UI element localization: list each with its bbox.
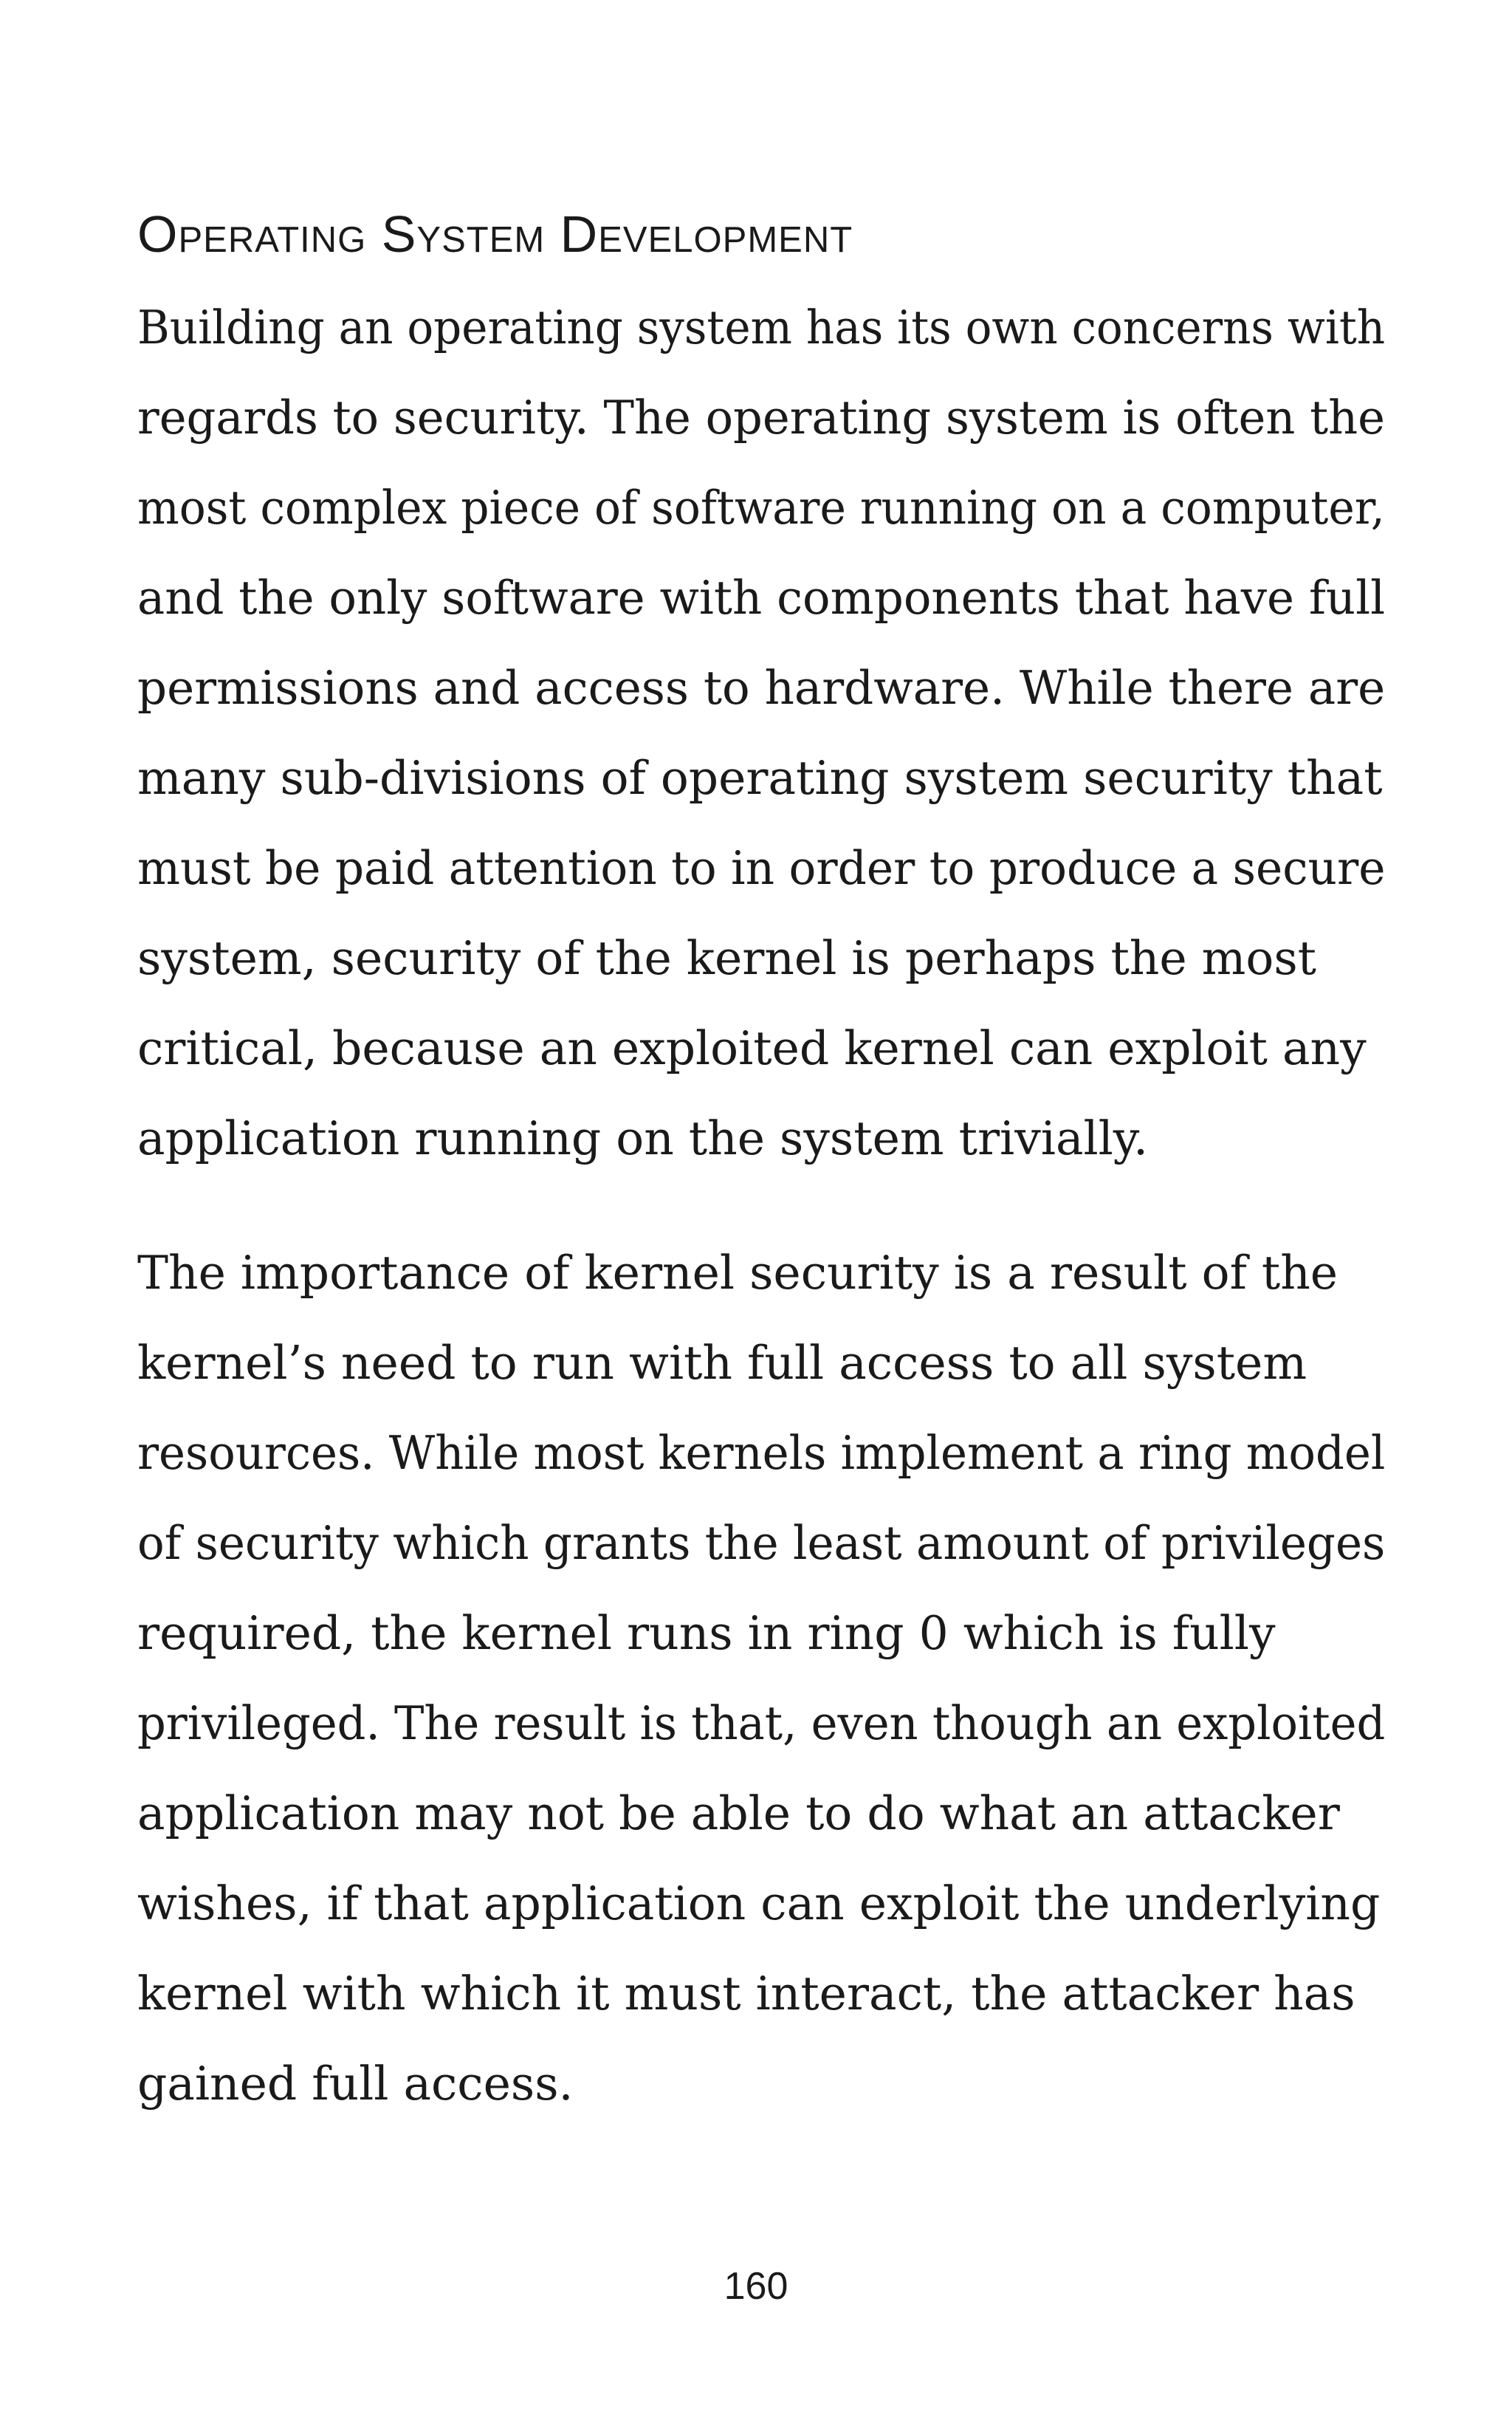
text-line: resources. While most kernels implement a ring model	[137, 1426, 1386, 1480]
text-line: application may not be able to do what an attacker	[137, 1786, 1340, 1840]
text-line: wishes, if that application can exploit the underlying	[137, 1876, 1381, 1930]
text-line: permissions and access to hardware. While there are	[137, 661, 1386, 715]
text-line: gained full access.	[137, 2057, 574, 2111]
text-line: privileged. The result is that, even though an exploited	[137, 1696, 1386, 1750]
page-number: 160	[724, 2265, 788, 2308]
text-line: required, the kernel runs in ring 0 which is fully	[137, 1606, 1276, 1660]
text-line: many sub-divisions of operating system security that	[137, 751, 1383, 805]
text-line: regards to security. The operating system is often the	[137, 391, 1385, 445]
text-line: must be paid attention to in order to produce a secure	[137, 841, 1386, 895]
text-line: Building an operating system has its own concerns with	[137, 301, 1386, 354]
text-line: and the only software with components that have full	[137, 571, 1386, 625]
text-line: application running on the system trivially.	[137, 1111, 1149, 1165]
text-line: kernel with which it must interact, the attacker has	[137, 1967, 1355, 2020]
text-line: of security which grants the least amount of privileges	[137, 1516, 1386, 1570]
text-line: most complex piece of software running on a computer,	[137, 481, 1385, 535]
text-line: The importance of kernel security is a result of the	[137, 1246, 1339, 1300]
section-heading: Operating System Development	[137, 205, 853, 263]
text-line: system, security of the kernel is perhaps the most	[137, 931, 1316, 985]
text-line: kernel’s need to run with full access to all system	[137, 1336, 1307, 1390]
text-line: critical, because an exploited kernel can exploit any	[137, 1021, 1367, 1075]
